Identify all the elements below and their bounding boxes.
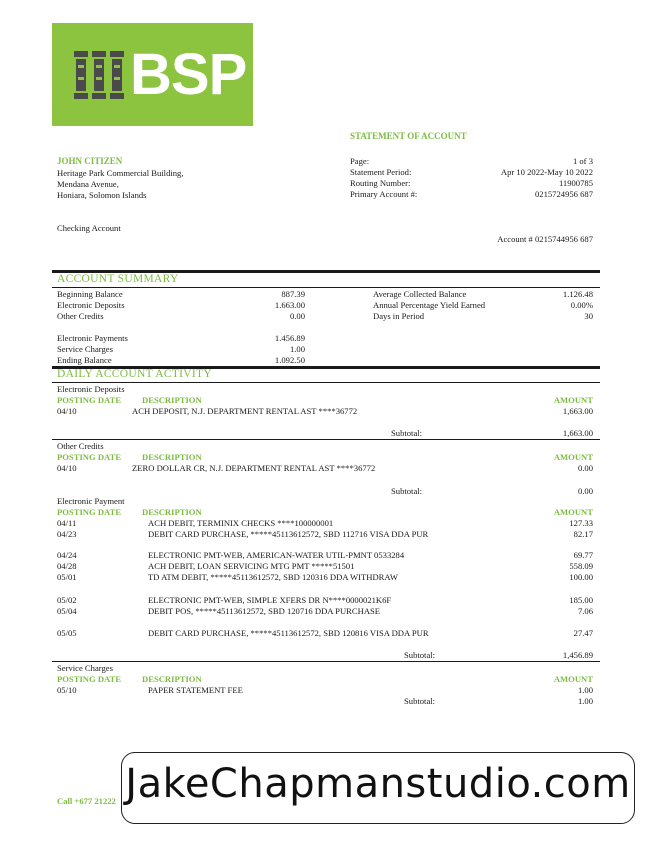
section-name: Other Credits <box>57 441 104 451</box>
address-line-1: Heritage Park Commercial Building, <box>57 168 184 178</box>
divider <box>52 382 600 383</box>
summary-label: Electronic Payments <box>57 333 128 343</box>
row-desc: DEBIT POS, *****45113612572, SBD 120716 DDA PURCHASE <box>148 606 381 616</box>
bsp-emblem-icon <box>74 51 126 99</box>
summary-value: 0.00% <box>570 300 593 310</box>
meta-value: 11900785 <box>558 178 593 188</box>
row-amount: 82.17 <box>573 529 593 539</box>
row-desc: ELECTRONIC PMT-WEB, AMERICAN-WATER UTIL-PMNT 0533284 <box>148 550 405 560</box>
row-desc: ACH DEPOSIT, N.J. DEPARTMENT RENTAL AST ****36772 <box>132 406 358 416</box>
statement-title: STATEMENT OF ACCOUNT <box>350 131 467 141</box>
col-header-amount: AMOUNT <box>553 674 593 684</box>
subtotal-label: Subtotal: <box>404 696 436 706</box>
summary-label: Annual Percentage Yield Earned <box>373 300 486 310</box>
bsp-logo <box>52 23 253 126</box>
col-header-date: POSTING DATE <box>57 507 122 517</box>
subtotal-value: 1.00 <box>577 696 593 706</box>
col-header-desc: DESCRIPTION <box>142 507 202 517</box>
col-header-date: POSTING DATE <box>57 674 122 684</box>
meta-label: Page: <box>350 156 370 166</box>
row-date: 04/23 <box>57 529 77 539</box>
row-desc: ELECTRONIC PMT-WEB, SIMPLE XFERS DR N****0000021K6F <box>148 595 392 605</box>
summary-value: 0.00 <box>289 311 305 321</box>
row-desc: PAPER STATEMENT FEE <box>148 685 243 695</box>
row-desc: ZERO DOLLAR CR, N.J. DEPARTMENT RENTAL AST ****36772 <box>132 463 376 473</box>
subtotal-label: Subtotal: <box>391 428 423 438</box>
row-amount: 127.33 <box>569 518 593 528</box>
row-amount: 1,663.00 <box>562 406 593 416</box>
subtotal-label: Subtotal: <box>391 486 423 496</box>
row-desc: DEBIT CARD PURCHASE, *****45113612572, SBD 120816 VISA DDA PUR <box>148 628 429 638</box>
watermark-banner <box>121 752 635 824</box>
col-header-amount: AMOUNT <box>553 395 593 405</box>
summary-value: 1.456.89 <box>274 333 305 343</box>
address-line-3: Honiara, Solomon Islands <box>57 190 147 200</box>
subtotal-value: 0.00 <box>577 486 593 496</box>
address-line-2: Mendana Avenue, <box>57 179 119 189</box>
row-amount: 558.09 <box>569 561 593 571</box>
logo-text: BSP <box>130 42 247 107</box>
row-desc: DEBIT CARD PURCHASE, *****45113612572, SBD 112716 VISA DDA PUR <box>148 529 429 539</box>
row-date: 05/04 <box>57 606 77 616</box>
subtotal-label: Subtotal: <box>404 650 436 660</box>
row-date: 04/28 <box>57 561 77 571</box>
row-desc: ACH DEBIT, LOAN SERVICING MTG PMT *****51501 <box>148 561 355 571</box>
row-amount: 0.00 <box>577 463 593 473</box>
row-amount: 1.00 <box>577 685 593 695</box>
summary-value: 887.39 <box>281 289 305 299</box>
section-name: Electronic Payment <box>57 496 125 506</box>
meta-label: Routing Number: <box>350 178 411 188</box>
subtotal-value: 1,456.89 <box>562 650 593 660</box>
summary-label: Other Credits <box>57 311 104 321</box>
row-amount: 7.06 <box>577 606 593 616</box>
section-name: Electronic Deposits <box>57 384 125 394</box>
row-date: 04/11 <box>57 518 77 528</box>
summary-label: Beginning Balance <box>57 289 123 299</box>
summary-title: ACCOUNT SUMMARY <box>57 273 179 285</box>
meta-label: Primary Account #: <box>350 189 418 199</box>
col-header-date: POSTING DATE <box>57 452 122 462</box>
divider <box>52 439 600 440</box>
row-amount: 100.00 <box>569 572 593 582</box>
row-date: 05/01 <box>57 572 77 582</box>
summary-label: Average Collected Balance <box>373 289 467 299</box>
row-amount: 69.77 <box>573 550 593 560</box>
account-type: Checking Account <box>57 223 121 233</box>
summary-label: Service Charges <box>57 344 113 354</box>
activity-title: DAILY ACCOUNT ACTIVITY <box>57 368 212 380</box>
row-date: 04/24 <box>57 550 77 560</box>
row-amount: 185.00 <box>569 595 593 605</box>
col-header-desc: DESCRIPTION <box>142 395 202 405</box>
col-header-desc: DESCRIPTION <box>142 674 202 684</box>
subtotal-value: 1,663.00 <box>562 428 593 438</box>
customer-name: JOHN CITIZEN <box>57 156 123 166</box>
account-number: Account # 0215744956 687 <box>497 234 593 244</box>
row-date: 05/02 <box>57 595 77 605</box>
summary-label: Ending Balance <box>57 355 112 365</box>
watermark-text: JakeChapmanstudio.com <box>125 761 631 807</box>
col-header-amount: AMOUNT <box>553 507 593 517</box>
meta-value: 0215724956 687 <box>534 189 593 199</box>
summary-value: 1.126.48 <box>562 289 593 299</box>
meta-value: Apr 10 2022-May 10 2022 <box>500 167 593 177</box>
row-desc: ACH DEBIT, TERMINIX CHECKS ****100000001 <box>148 518 334 528</box>
summary-value: 30 <box>584 311 593 321</box>
col-header-amount: AMOUNT <box>553 452 593 462</box>
row-date: 04/10 <box>57 463 77 473</box>
row-date: 04/10 <box>57 406 77 416</box>
summary-value: 1.092.50 <box>274 355 305 365</box>
row-amount: 27.47 <box>573 628 593 638</box>
summary-value: 1.663.00 <box>274 300 305 310</box>
summary-label: Days in Period <box>373 311 425 321</box>
meta-label: Statement Period: <box>350 167 412 177</box>
meta-value: 1 of 3 <box>572 156 593 166</box>
footer-call: Call +677 21222 <box>57 796 116 806</box>
section-name: Service Charges <box>57 663 113 673</box>
summary-label: Electronic Deposits <box>57 300 125 310</box>
row-date: 05/05 <box>57 628 77 638</box>
col-header-desc: DESCRIPTION <box>142 452 202 462</box>
summary-value: 1.00 <box>289 344 305 354</box>
divider <box>52 661 600 662</box>
divider <box>52 287 600 288</box>
col-header-date: POSTING DATE <box>57 395 122 405</box>
row-date: 05/10 <box>57 685 77 695</box>
row-desc: TD ATM DEBIT, *****45113612572, SBD 120316 DDA WITHDRAW <box>148 572 399 582</box>
